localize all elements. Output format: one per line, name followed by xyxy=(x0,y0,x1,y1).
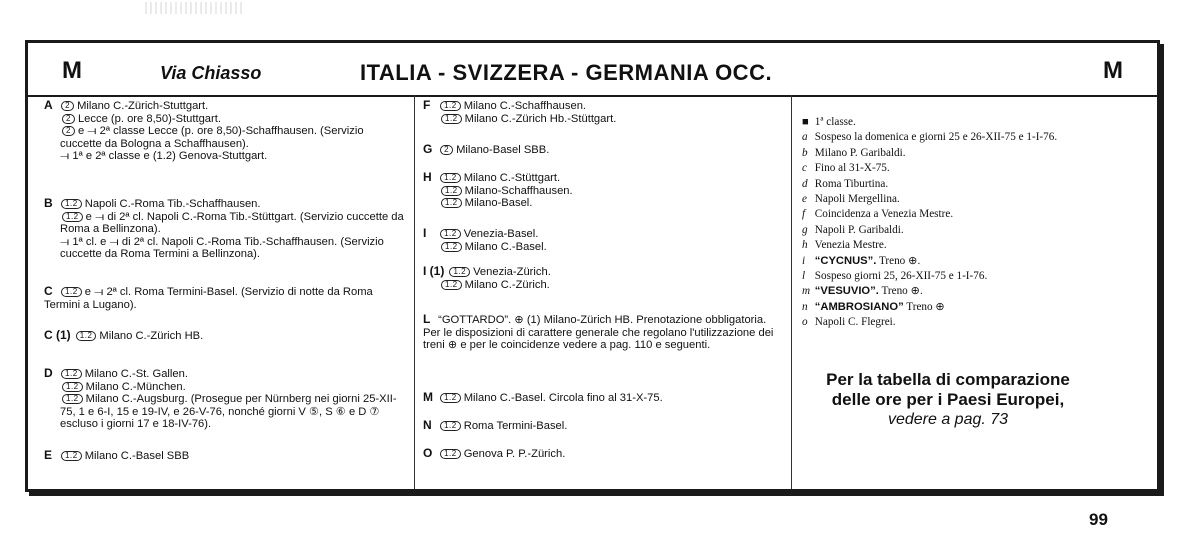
note-letter: B xyxy=(44,196,53,210)
note-text: Venezia-Basel. xyxy=(463,228,539,240)
note-line xyxy=(44,367,408,381)
note-entry xyxy=(423,313,785,352)
footnote-mark: m xyxy=(802,285,811,298)
footnote-mark: g xyxy=(802,223,808,236)
footnote-text: Sospeso la domenica e giorni 25 e 26-XII-75 e 1-I-76. xyxy=(814,131,1058,144)
note-line xyxy=(423,197,785,210)
note-entry xyxy=(44,285,408,311)
notes-column-1 xyxy=(28,95,415,489)
note-letter: H xyxy=(423,170,432,184)
note-line xyxy=(423,99,785,113)
note-entry xyxy=(44,197,408,261)
note-letter: L xyxy=(423,312,431,326)
class-badge: 1.2 xyxy=(440,449,461,459)
section-letter-left: M xyxy=(62,57,82,84)
train-name: “CYCNUS”. xyxy=(814,254,877,267)
class-badge: 1.2 xyxy=(440,101,461,111)
note-letter: N xyxy=(423,418,432,432)
footnote-mark: o xyxy=(802,316,808,329)
note-entry xyxy=(44,449,408,463)
class-badge: 1.2 xyxy=(440,229,461,239)
note-letter: F xyxy=(423,98,431,112)
class-badge: 1.2 xyxy=(441,198,462,208)
note-line xyxy=(423,265,785,279)
note-line xyxy=(44,211,408,236)
note-line xyxy=(44,285,408,311)
note-text: Milano-Basel. xyxy=(464,197,533,210)
page-title: ITALIA - SVIZZERA - GERMANIA OCC. xyxy=(360,60,773,85)
note-entry xyxy=(423,99,785,125)
footnote xyxy=(802,146,1154,161)
note-text: e ⟞ 2ª cl. Roma Termini-Basel. (Servizio di notte da Roma Termini a Lugano). xyxy=(44,286,373,311)
class-badge: 1.2 xyxy=(76,331,97,341)
note-text: ⟞ 1ª e 2ª classe e (1.2) Genova-Stuttgart. xyxy=(60,150,268,163)
footnote-text: Treno ⊕. xyxy=(881,285,923,298)
footnote xyxy=(802,269,1154,284)
footnote xyxy=(802,130,1154,145)
note-line xyxy=(423,241,785,254)
note-letter: D xyxy=(44,366,53,380)
footnote-mark: c xyxy=(802,162,807,175)
comparison-line-1: Per la tabella di comparazione xyxy=(826,370,1070,389)
class-badge: 2 xyxy=(61,101,74,111)
class-badge: 1.2 xyxy=(61,451,82,461)
class-badge: 1.2 xyxy=(61,199,82,209)
footnote-mark: n xyxy=(802,300,808,313)
footnote-mark: b xyxy=(802,146,808,159)
note-line xyxy=(44,125,408,150)
comparison-note xyxy=(768,370,1128,430)
note-entry xyxy=(423,391,785,405)
footnote-mark: ■ xyxy=(802,116,809,128)
note-text: Milano C.-Schaffhausen. xyxy=(463,100,587,112)
footnote xyxy=(802,207,1154,222)
note-text: e ⟞ di 2ª cl. Napoli C.-Roma Tib.-Stüttgart. (Servizio cuccette da Roma a Bellinzona). xyxy=(60,210,404,236)
footnote-text: Napoli C. Flegrei. xyxy=(814,316,896,329)
note-text: Milano C.-Zürich-Stuttgart. xyxy=(77,100,209,112)
footnote-mark: l xyxy=(802,270,806,283)
note-text: Venezia-Zürich. xyxy=(473,266,551,278)
class-badge: 1.2 xyxy=(441,114,462,124)
note-line xyxy=(44,381,408,394)
note-line xyxy=(423,313,785,352)
notes-column-2 xyxy=(415,95,792,489)
footnote xyxy=(802,300,1154,315)
footnote-text: Coincidenza a Venezia Mestre. xyxy=(814,208,954,221)
class-badge: 1.2 xyxy=(440,173,461,183)
note-line xyxy=(44,150,408,163)
footnote-text: 1ª classe. xyxy=(814,116,856,128)
train-name: “AMBROSIANO” xyxy=(814,300,904,313)
note-line xyxy=(423,113,785,126)
note-letter: G xyxy=(423,142,433,156)
footnote xyxy=(802,238,1154,253)
footnote-text: Sospeso giorni 25, 26-XII-75 e 1-I-76. xyxy=(814,270,988,283)
note-letter: I xyxy=(423,226,427,240)
class-badge: 1.2 xyxy=(61,369,82,379)
train-name: “VESUVIO”. xyxy=(814,285,879,298)
note-entry xyxy=(423,419,785,433)
footnote-text: Treno ⊕. xyxy=(878,254,921,267)
footnote xyxy=(802,177,1154,192)
class-badge: 1.2 xyxy=(440,421,461,431)
class-badge: 1.2 xyxy=(449,267,470,277)
footnote xyxy=(802,315,1154,330)
note-text: Lecce (p. ore 8,50)-Stuttgart. xyxy=(77,112,221,125)
note-letter: I (1) xyxy=(423,264,445,278)
class-badge: 1.2 xyxy=(62,394,83,404)
note-line xyxy=(423,227,785,241)
timetable-header xyxy=(28,43,1157,97)
note-text: Milano C.-Basel. Circola fino al 31-X-75. xyxy=(463,392,663,404)
note-line xyxy=(423,447,785,461)
class-badge: 1.2 xyxy=(441,186,462,196)
note-entry xyxy=(423,447,785,461)
note-letter: C xyxy=(44,284,53,298)
class-badge: 1.2 xyxy=(62,382,83,392)
section-letter-right: M xyxy=(1103,57,1123,84)
note-line xyxy=(423,185,785,198)
footnote-text: Treno ⊕ xyxy=(906,300,945,313)
footnote-text: Roma Tiburtina. xyxy=(814,177,889,190)
comparison-reference: vedere a pag. 73 xyxy=(887,411,1009,428)
note-entry xyxy=(423,227,785,253)
note-text: Milano-Schaffhausen. xyxy=(464,184,573,197)
class-badge: 1.2 xyxy=(440,393,461,403)
footnote-mark: e xyxy=(802,193,807,206)
note-text: Milano C.-Stüttgart. xyxy=(463,172,561,184)
footnote-mark: f xyxy=(802,208,806,221)
class-badge: 1.2 xyxy=(62,212,83,222)
footnote-mark: i xyxy=(802,254,806,267)
note-text: Milano C.-St. Gallen. xyxy=(84,368,188,380)
footnote-text: Napoli P. Garibaldi. xyxy=(814,223,904,236)
note-line xyxy=(423,279,785,292)
footnote xyxy=(802,115,1154,130)
note-text: Milano C.-Basel SBB xyxy=(84,450,190,462)
footnote xyxy=(802,161,1154,176)
note-line xyxy=(44,113,408,126)
print-speckle xyxy=(145,2,245,14)
footnote-mark: d xyxy=(802,177,808,190)
class-badge: 1.2 xyxy=(441,242,462,252)
note-entry xyxy=(44,367,408,431)
footnote-text: Milano P. Garibaldi. xyxy=(814,146,906,159)
footnote xyxy=(802,223,1154,238)
note-entry xyxy=(423,171,785,210)
note-letter: C (1) xyxy=(44,328,71,342)
class-badge: 2 xyxy=(440,145,453,155)
footnote-text: Fino al 31-X-75. xyxy=(814,162,890,175)
note-text: Genova P. P.-Zürich. xyxy=(463,448,566,460)
note-text: Milano C.-Augsburg. (Prosegue per Nürnberg nei giorni 25-XII-75, 1 e 6-I, 15 e 19-IV, e 26-V-76, nonché giorni V ⑤, S ⑥ e D ⑦ escluso i giorni 17 e 18-IV-76). xyxy=(60,393,397,431)
note-line xyxy=(44,99,408,113)
class-badge: 2 xyxy=(62,114,75,124)
note-line xyxy=(423,419,785,433)
note-line xyxy=(44,393,408,431)
note-line xyxy=(423,391,785,405)
note-text: “GOTTARDO”. ⊕ (1) Milano-Zürich HB. Prenotazione obbligatoria. Per le disposizioni di carattere generale che regolano l'utilizzazione dei treni ⊕ e per le coincidenze vedere a pag. 110 e seguenti. xyxy=(423,314,774,352)
note-line xyxy=(423,143,785,157)
route-label: Via Chiasso xyxy=(160,63,262,83)
note-letter: O xyxy=(423,446,433,460)
comparison-line-2: delle ore per i Paesi Europei, xyxy=(831,390,1065,409)
note-line xyxy=(44,449,408,463)
note-entry xyxy=(423,143,785,157)
footnote-mark: a xyxy=(802,131,808,144)
note-letter: E xyxy=(44,448,53,462)
note-text: Milano C.-Zürich. xyxy=(464,278,550,291)
class-badge: 1.2 xyxy=(61,287,82,297)
note-line xyxy=(44,236,408,261)
note-line xyxy=(44,329,408,343)
note-entry xyxy=(44,329,408,343)
note-text: Milano-Basel SBB. xyxy=(456,144,550,156)
note-line xyxy=(44,197,408,211)
page-number: 99 xyxy=(1089,510,1108,529)
note-text: Milano C.-Basel. xyxy=(464,240,547,253)
note-text: ⟞ 1ª cl. e ⟞ di 2ª cl. Napoli C.-Roma Tib.-Schaffhausen. (Servizio cuccette da Roma Termini a Bellinzona). xyxy=(60,235,384,261)
footnote xyxy=(802,284,1154,299)
note-text: Milano C.-Zürich Hb.-Stüttgart. xyxy=(464,112,617,125)
note-line xyxy=(423,171,785,185)
note-text: Milano C.-Zürich HB. xyxy=(99,330,204,342)
note-letter: M xyxy=(423,390,433,404)
note-entry xyxy=(423,265,785,291)
footnote xyxy=(802,192,1154,207)
footnote xyxy=(802,254,1154,269)
note-letter: A xyxy=(44,98,53,112)
footnote-text: Napoli Mergellina. xyxy=(814,193,900,206)
class-badge: 1.2 xyxy=(441,280,462,290)
class-badge: 2 xyxy=(62,126,75,136)
footnote-mark: h xyxy=(802,239,808,252)
note-text: e ⟞ 2ª classe Lecce (p. ore 8,50)-Schaffhausen. (Servizio cuccette da Bologna a Schaffhausen). xyxy=(60,125,364,150)
note-text: Milano C.-München. xyxy=(85,380,186,393)
note-text: Napoli C.-Roma Tib.-Schaffhausen. xyxy=(84,198,261,210)
note-text: Roma Termini-Basel. xyxy=(463,420,568,432)
footnote-text: Venezia Mestre. xyxy=(814,239,887,252)
note-entry xyxy=(44,99,408,163)
